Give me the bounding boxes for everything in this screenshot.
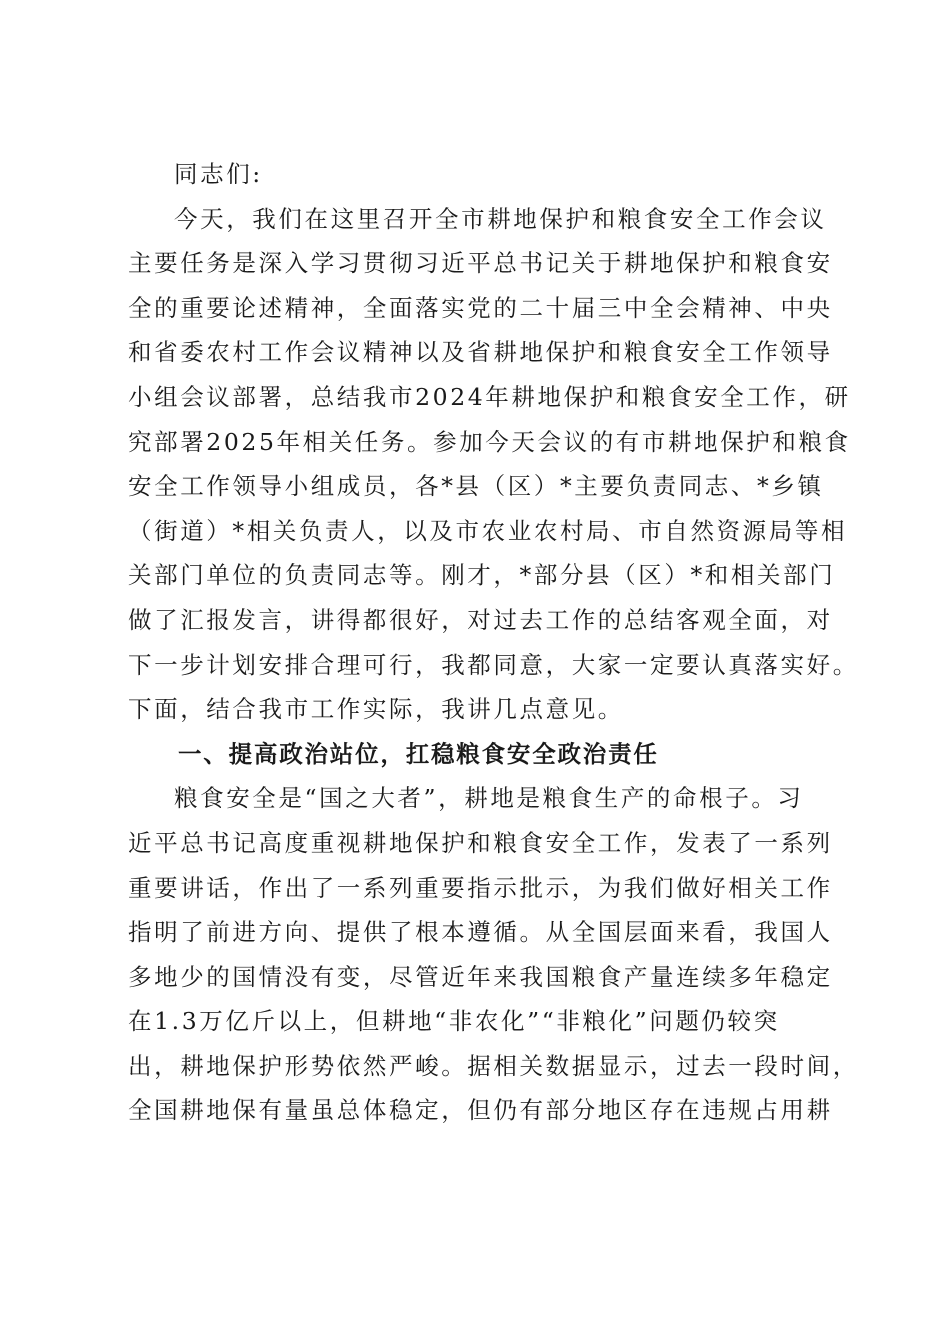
paragraph-line: 多地少的国情没有变，尽管近年来我国粮食产量连续多年稳定 [128,962,833,991]
paragraph-intro [128,197,859,732]
paragraph-line: 关部门单位的负责同志等。刚才，*部分县（区）*和相关部门 [128,561,836,590]
paragraph-line: 重要讲话，作出了一系列重要指示批示，为我们做好相关工作 [128,873,833,902]
paragraph-line: 粮食安全是“国之大者”，耕地是粮食生产的命根子。习 [174,784,804,813]
paragraph-line: 全的重要论述精神，全面落实党的二十届三中全会精神、中央 [128,293,833,322]
section-heading: 一、提高政治站位，扛稳粮食安全政治责任 [178,739,659,768]
paragraph-line: 下一步计划安排合理可行，我都同意，大家一定要认真落实好。 [128,650,859,679]
paragraph-line: 下面，结合我市工作实际，我讲几点意见。 [128,695,624,724]
paragraph-line: 小组会议部署，总结我市2024年耕地保护和粮食安全工作，研 [128,382,851,411]
paragraph-line: 出，耕地保护形势依然严峻。据相关数据显示，过去一段时间， [128,1051,859,1080]
paragraph-line: 在1.3万亿斤以上，但耕地“非农化”“非粮化”问题仍较突 [128,1007,780,1036]
salutation: 同志们: [174,160,263,188]
paragraph-line: （街道）*相关负责人，以及市农业农村局、市自然资源局等相 [128,516,848,545]
paragraph-line: 指明了前进方向、提供了根本遵循。从全国层面来看，我国人 [128,918,833,947]
paragraph-line: 和省委农村工作会议精神以及省耕地保护和粮食安全工作领导 [128,338,833,367]
paragraph-line: 主要任务是深入学习贯彻习近平总书记关于耕地保护和粮食安 [128,249,833,278]
paragraph-line: 做了汇报发言，讲得都很好，对过去工作的总结客观全面，对 [128,605,833,634]
paragraph-section1 [128,776,859,1133]
document-page [128,152,859,1133]
paragraph-line: 全国耕地保有量虽总体稳定，但仍有部分地区存在违规占用耕 [128,1096,833,1125]
paragraph-line: 近平总书记高度重视耕地保护和粮食安全工作，发表了一系列 [128,828,833,857]
paragraph-line: 究部署2025年相关任务。参加今天会议的有市耕地保护和粮食 [128,427,851,456]
paragraph-line: 今天，我们在这里召开全市耕地保护和粮食安全工作会议 [174,204,827,233]
paragraph-line: 安全工作领导小组成员，各*县（区）*主要负责同志、*乡镇 [128,472,824,501]
